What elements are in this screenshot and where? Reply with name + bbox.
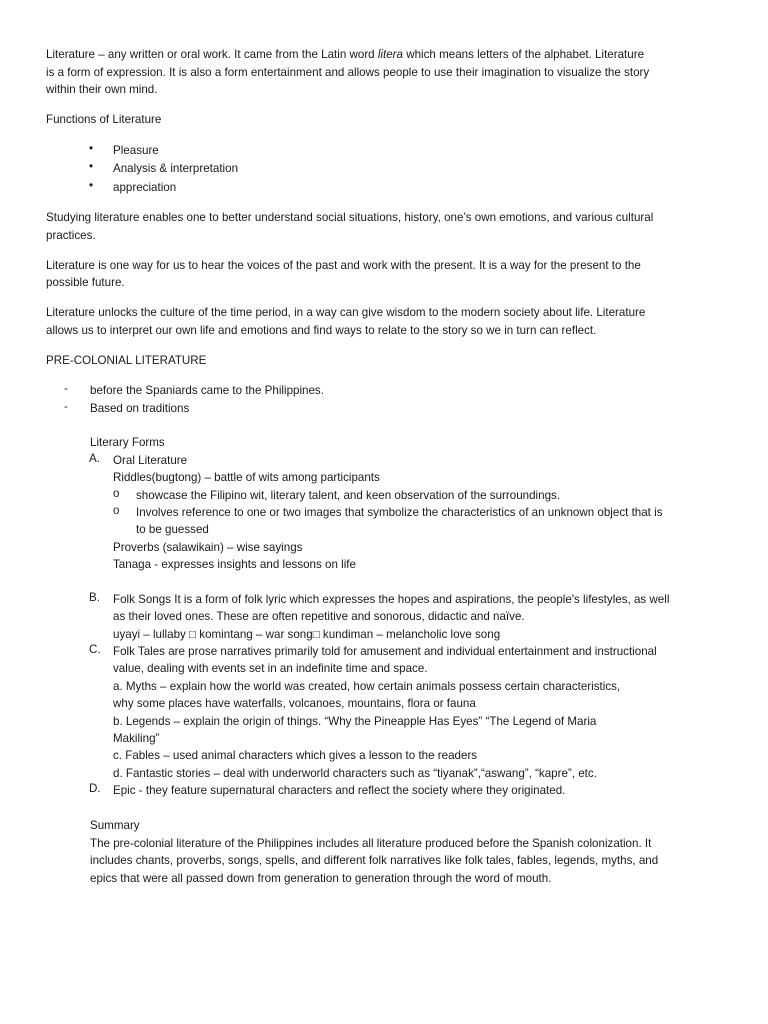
folk-songs-line-2: as their loved ones. These are often repetitive and sonorous, didactic and naïve. xyxy=(113,610,525,623)
folk-songs-line-1: Folk Songs It is a form of folk lyric which expresses the hopes and aspirations, the people's lifestyles, as well xyxy=(113,593,670,606)
summary-heading: Summary xyxy=(90,819,140,832)
fantastic-stories-line: d. Fantastic stories – deal with underworld characters such as “tiyanak”,“aswang”, “kapre”, etc. xyxy=(113,767,597,780)
function-item-appreciation: appreciation xyxy=(113,181,177,194)
latin-word: litera xyxy=(377,48,403,61)
epic-line: Epic - they feature supernatural characters and reflect the society where they originated. xyxy=(113,784,566,797)
folk-tales-line-2: value, dealing with events set in an indefinite time and space. xyxy=(113,662,428,675)
paragraph-1-line-1: Studying literature enables one to better understand social situations, history, one’s own emotions, and various cultural xyxy=(46,211,654,224)
intro-line-1-pre: Literature – any written or oral work. It came from the Latin word xyxy=(46,48,378,61)
list-letter-c: C. xyxy=(89,643,101,656)
legends-line-2: Makiling” xyxy=(113,732,160,745)
circle-bullet: o xyxy=(113,487,120,500)
folk-songs-line-3: uyayi – lullaby □ komintang – war song□ kundiman – melancholic love song xyxy=(113,628,501,641)
precolonial-item-1: before the Spaniards came to the Philippines. xyxy=(90,384,324,397)
intro-line-3: within their own mind. xyxy=(46,83,158,96)
list-letter-a: A. xyxy=(89,452,100,465)
paragraph-3-line-1: Literature unlocks the culture of the time period, in a way can give wisdom to the modern society about life. Literature xyxy=(46,306,646,319)
list-letter-b: B. xyxy=(89,591,100,604)
summary-line-1: The pre-colonial literature of the Philippines includes all literature produced before the Spanish colonization. It xyxy=(90,837,652,850)
paragraph-1-line-2: practices. xyxy=(46,229,96,242)
fables-line: c. Fables – used animal characters which gives a lesson to the readers xyxy=(113,749,478,762)
intro-line-1-post: which means letters of the alphabet. Literature xyxy=(403,48,645,61)
legends-line-1: b. Legends – explain the origin of things. “Why the Pineapple Has Eyes” “The Legend of Maria xyxy=(113,715,597,728)
riddle-sub-2-line-1: Involves reference to one or two images that symbolize the characteristics of an unknown object that is xyxy=(136,506,663,519)
dash-glyph: - xyxy=(64,400,68,413)
summary-line-3: epics that were all passed down from generation to generation through the word of mouth. xyxy=(90,872,552,885)
circle-bullet: o xyxy=(113,504,120,517)
tanaga-line: Tanaga - expresses insights and lessons on life xyxy=(113,558,356,571)
dash-glyph: - xyxy=(64,382,68,395)
bullet-glyph: • xyxy=(89,179,94,192)
summary-line-2: includes chants, proverbs, songs, spells, and different folk narratives like folk tales, fables, legends, myths, and xyxy=(90,854,659,867)
literary-forms-heading: Literary Forms xyxy=(90,436,165,449)
function-item-pleasure: Pleasure xyxy=(113,144,159,157)
intro-line-2: is a form of expression. It is also a form entertainment and allows people to use their imagination to visualize the story xyxy=(46,66,650,79)
paragraph-3-line-2: allows us to interpret our own life and emotions and find ways to relate to the story so we in turn can reflect. xyxy=(46,324,597,337)
list-letter-d: D. xyxy=(89,782,101,795)
bullet-glyph: • xyxy=(89,142,94,155)
bullet-glyph: • xyxy=(89,160,94,173)
proverbs-line: Proverbs (salawikain) – wise sayings xyxy=(113,541,303,554)
paragraph-2-line-2: possible future. xyxy=(46,276,125,289)
precolonial-item-2: Based on traditions xyxy=(90,402,190,415)
riddle-sub-1: showcase the Filipino wit, literary talent, and keen observation of the surroundings. xyxy=(136,489,561,502)
paragraph-2-line-1: Literature is one way for us to hear the voices of the past and work with the present. It is a way for the present to the xyxy=(46,259,641,272)
intro-line-1 xyxy=(46,46,736,63)
myths-line-1: a. Myths – explain how the world was created, how certain animals possess certain characteristics, xyxy=(113,680,621,693)
functions-heading: Functions of Literature xyxy=(46,113,162,126)
riddles-line: Riddles(bugtong) – battle of wits among participants xyxy=(113,471,380,484)
riddle-sub-2-line-2: to be guessed xyxy=(136,523,209,536)
precolonial-heading: PRE-COLONIAL LITERATURE xyxy=(46,354,207,367)
folk-tales-line-1: Folk Tales are prose narratives primarily told for amusement and individual entertainment and instructional xyxy=(113,645,657,658)
function-item-analysis: Analysis & interpretation xyxy=(113,162,239,175)
myths-line-2: why some places have waterfalls, volcanoes, mountains, flora or fauna xyxy=(113,697,476,710)
oral-literature-title: Oral Literature xyxy=(113,454,188,467)
